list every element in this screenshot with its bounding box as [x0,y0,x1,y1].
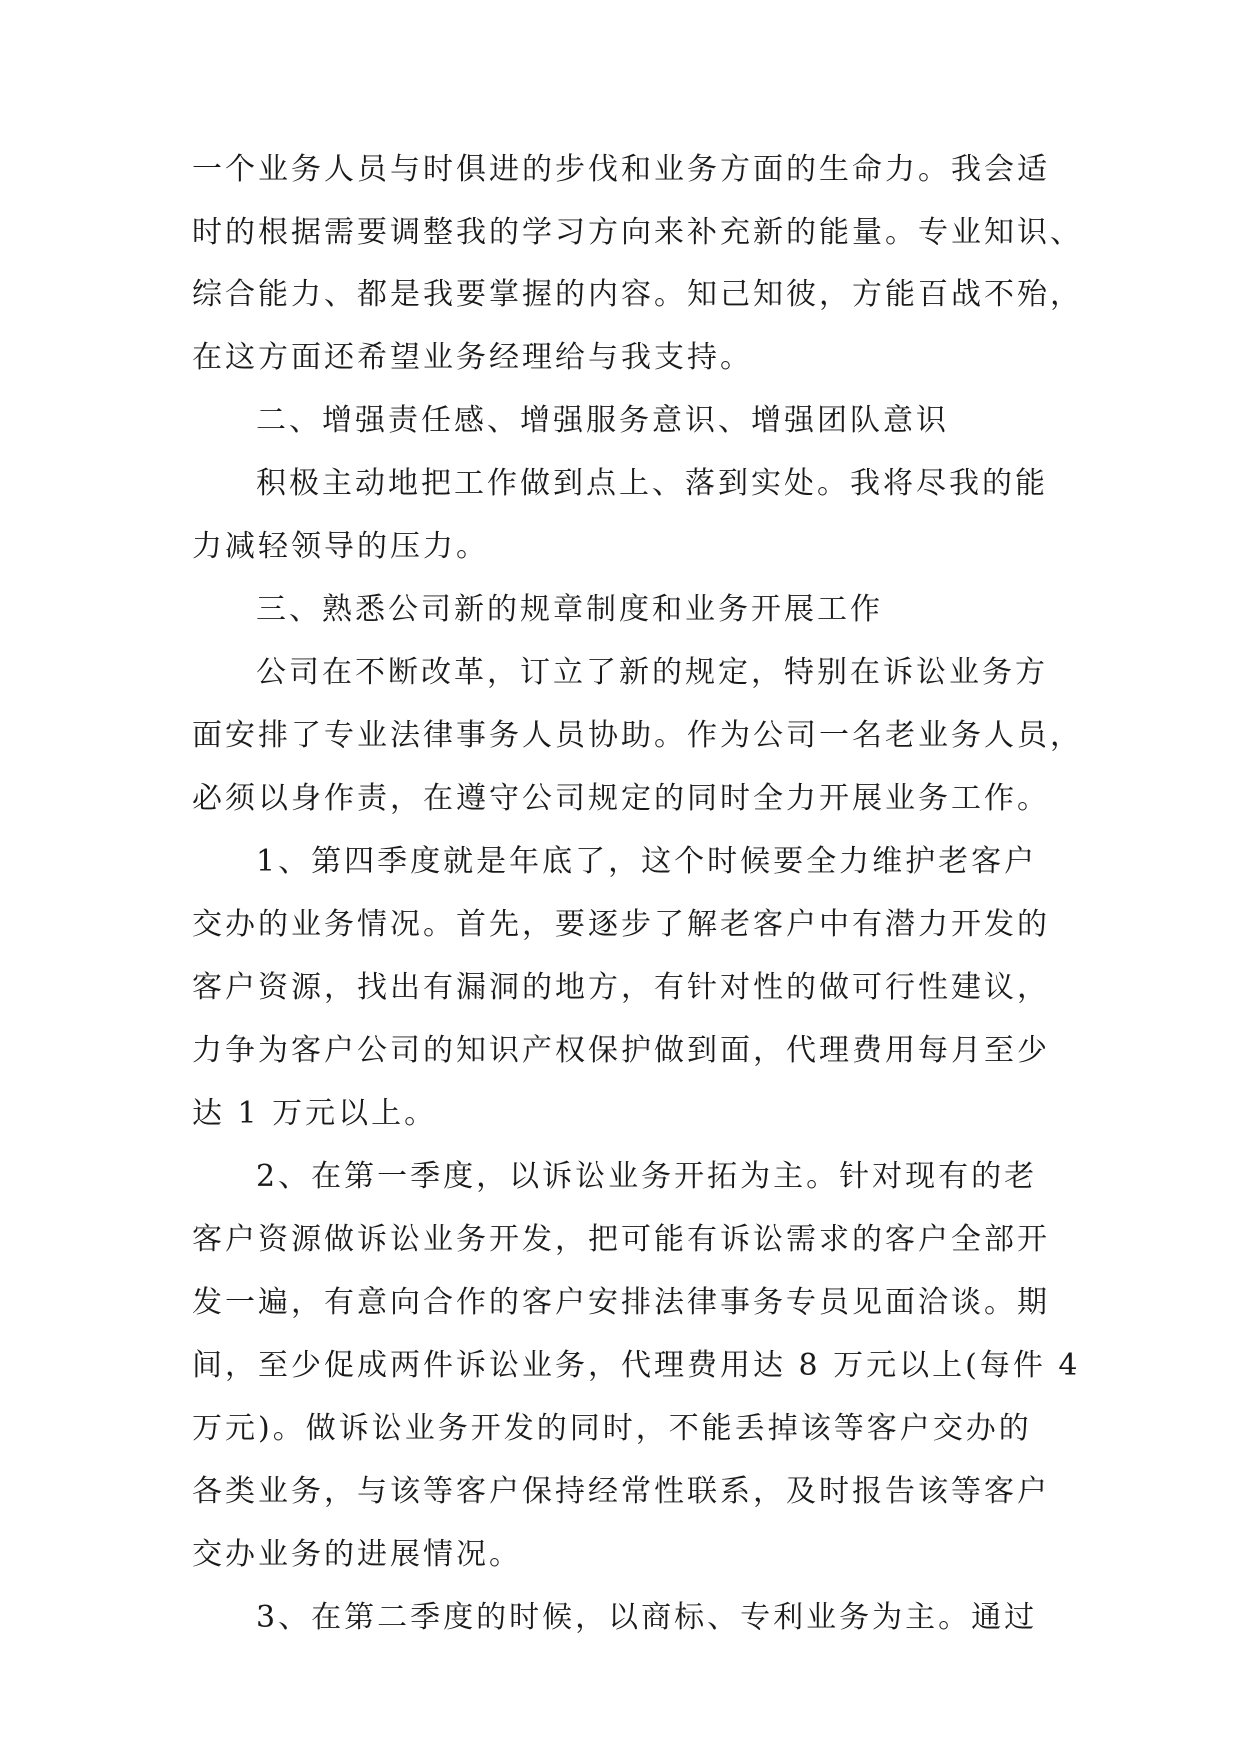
text-line: 公司在不断改革，订立了新的规定，特别在诉讼业务方 [256,655,1048,690]
text-line: 各类业务，与该等客户保持经常性联系，及时报告该等客户 [192,1474,1050,1509]
text-line: 力减轻领导的压力。 [192,529,489,564]
text-line: 必须以身作责，在遵守公司规定的同时全力开展业务工作。 [192,781,1050,816]
text-line: 力争为客户公司的知识产权保护做到面，代理费用每月至少 [192,1033,1050,1068]
text-line: 间，至少促成两件诉讼业务，代理费用达 8 万元以上(每件 4 [192,1348,1081,1383]
list-item-line: 2、在第一季度，以诉讼业务开拓为主。针对现有的老 [256,1159,1038,1194]
text-line: 客户资源，找出有漏洞的地方，有针对性的做可行性建议， [192,970,1050,1005]
section-heading: 二、增强责任感、增强服务意识、增强团队意识 [256,403,949,438]
list-item-line: 3、在第二季度的时候，以商标、专利业务为主。通过 [256,1600,1038,1635]
text-line: 交办业务的进展情况。 [192,1537,522,1572]
text-line: 面安排了专业法律事务人员协助。作为公司一名老业务人员， [192,718,1083,753]
text-line: 一个业务人员与时俱进的步伐和业务方面的生命力。我会适 [192,152,1050,187]
text-line: 交办的业务情况。首先，要逐步了解老客户中有潜力开发的 [192,907,1050,942]
text-line: 综合能力、都是我要掌握的内容。知己知彼，方能百战不殆， [192,277,1083,312]
text-line: 万元)。做诉讼业务开发的同时，不能丢掉该等客户交办的 [192,1411,1032,1446]
text-line: 时的根据需要调整我的学习方向来补充新的能量。专业知识、 [192,215,1083,250]
text-line: 客户资源做诉讼业务开发，把可能有诉讼需求的客户全部开 [192,1222,1050,1257]
text-line: 达 1 万元以上。 [192,1096,438,1131]
list-item-line: 1、第四季度就是年底了，这个时候要全力维护老客户 [256,844,1038,879]
text-line: 积极主动地把工作做到点上、落到实处。我将尽我的能 [256,466,1048,501]
text-line: 在这方面还希望业务经理给与我支持。 [192,340,753,375]
section-heading: 三、熟悉公司新的规章制度和业务开展工作 [256,592,883,627]
text-line: 发一遍，有意向合作的客户安排法律事务专员见面洽谈。期 [192,1285,1050,1320]
